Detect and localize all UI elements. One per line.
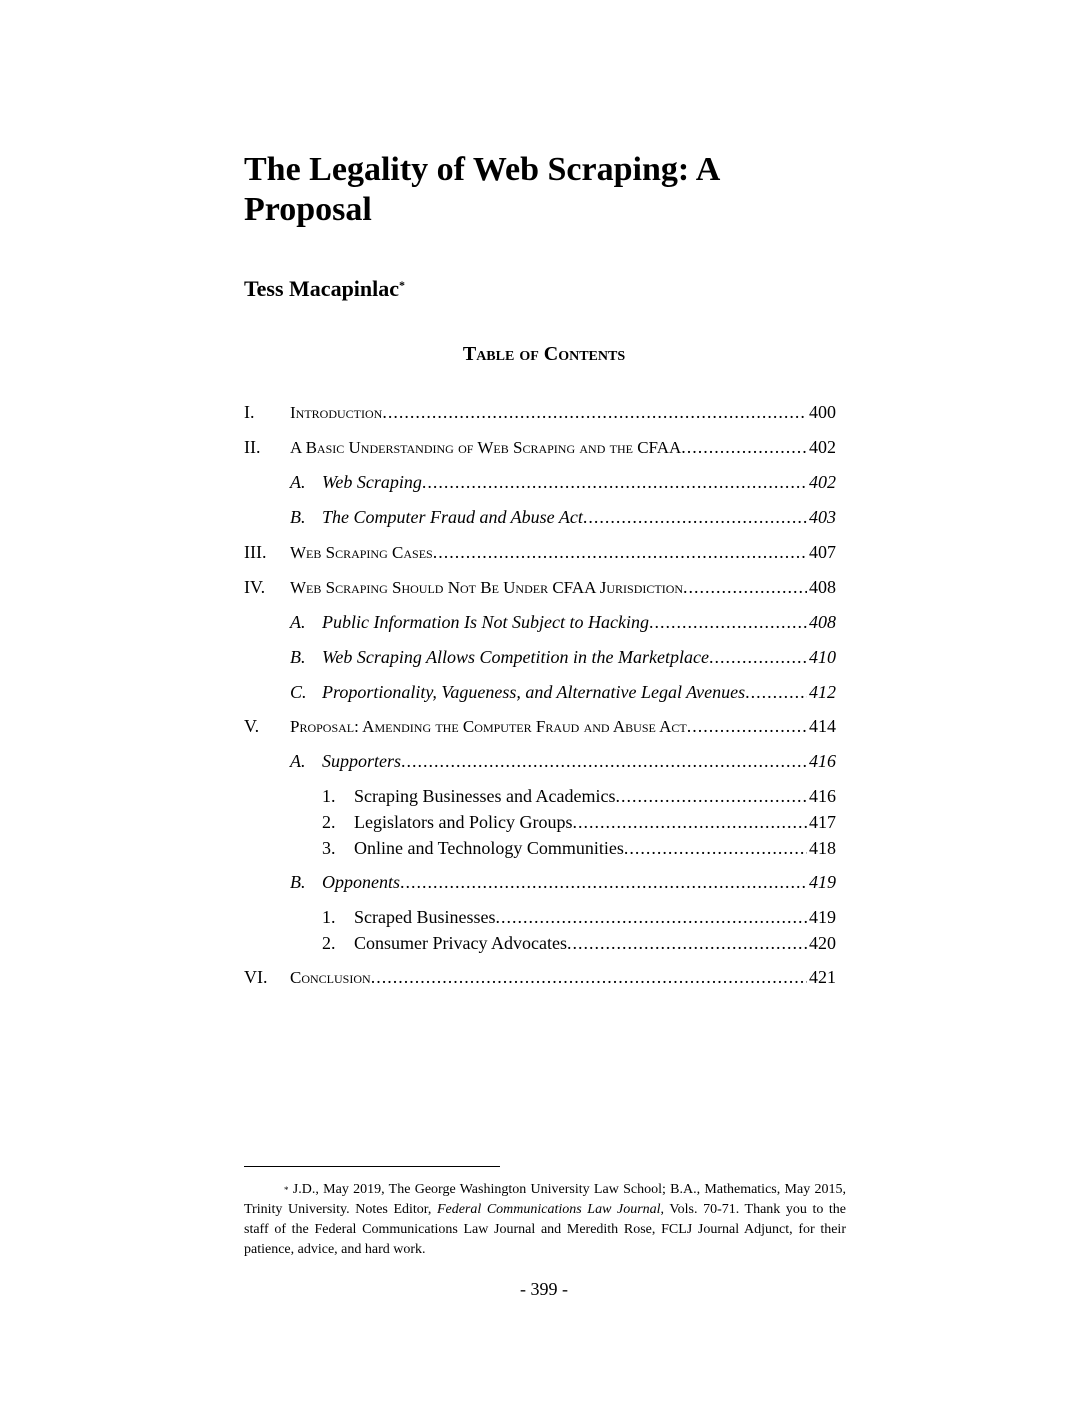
toc-entry-number: II.	[244, 437, 261, 457]
toc-entry-body	[322, 505, 836, 529]
toc-entry-page: 419	[809, 907, 836, 927]
toc-entry[interactable]	[244, 505, 836, 529]
author-name	[244, 275, 405, 303]
toc-entry[interactable]	[244, 965, 836, 989]
footnote-mark: *	[284, 1185, 289, 1195]
toc-entry-label: Web Scraping Allows Competition in the Marketplace	[322, 647, 709, 667]
toc-entry-number: C.	[290, 682, 307, 702]
toc-entry-page: 407	[809, 542, 836, 562]
toc-entry[interactable]	[244, 575, 836, 599]
toc-entry-body	[322, 680, 836, 704]
toc-entry-label: Supporters	[322, 751, 402, 771]
toc-heading: Table of Contents	[462, 343, 626, 365]
toc-entry-page: 402	[809, 472, 836, 492]
toc-entry[interactable]	[244, 870, 836, 894]
toc-entry-number: B.	[290, 872, 306, 892]
toc-entry-label: The Computer Fraud and Abuse Act	[322, 507, 583, 527]
dot-leader	[683, 575, 807, 599]
toc-entry-page: 403	[809, 507, 836, 527]
dot-leader	[495, 905, 807, 929]
toc-entry-body	[354, 836, 836, 860]
toc-entry-label: Opponents	[322, 872, 400, 892]
toc-entry-body	[322, 610, 836, 634]
toc-entry-body	[290, 965, 836, 990]
toc-entry-label: Public Information Is Not Subject to Hacking	[322, 612, 649, 632]
dot-leader	[400, 870, 807, 894]
article-title: The Legality of Web Scraping: A Proposal	[244, 151, 719, 228]
toc-entry-number: A.	[290, 751, 306, 771]
author-name-text: Tess Macapinlac	[244, 276, 400, 301]
footnote	[244, 1180, 846, 1260]
toc-entry-label: Web Scraping	[322, 472, 422, 492]
toc-entry-body	[354, 810, 836, 834]
page-number: - 399 -	[520, 1279, 568, 1299]
toc-entry-label: A Basic Understanding of Web Scraping and the CFAA	[290, 438, 682, 457]
toc-entry-label: Conclusion	[290, 968, 371, 987]
footnote-text-after: , Vols. 70-71. Thank you to the staff of the Federal Communications Law Journal and Meredith Rose, FCLJ Journal Adjunct, for their patience, advice, and hard work.	[244, 1202, 847, 1257]
footnote-divider	[244, 1166, 500, 1167]
toc-entry-number: B.	[290, 507, 306, 527]
toc-entry-page: 408	[809, 612, 836, 632]
toc-entry-number: 3.	[322, 838, 336, 858]
toc-entry[interactable]	[244, 749, 836, 773]
toc-entry-page: 400	[809, 402, 836, 422]
toc-entry-page: 419	[809, 872, 836, 892]
dot-leader	[624, 836, 807, 860]
toc-entry-number: 2.	[322, 812, 336, 832]
toc-entry[interactable]	[244, 645, 836, 669]
toc-entry-number: I.	[244, 402, 255, 422]
toc-entry[interactable]	[244, 810, 836, 834]
toc-entry-label: Consumer Privacy Advocates	[354, 933, 567, 953]
author-footnote-mark: *	[399, 278, 406, 292]
toc-entry-number: A.	[290, 472, 306, 492]
dot-leader	[401, 749, 807, 773]
toc-entry-label: Proposal: Amending the Computer Fraud and Abuse Act	[290, 717, 687, 736]
toc-entry-label: Legislators and Policy Groups	[354, 812, 573, 832]
toc-entry-number: 1.	[322, 786, 336, 806]
toc-entry-number: IV.	[244, 577, 266, 597]
dot-leader	[649, 610, 807, 634]
toc-entry[interactable]	[244, 714, 836, 738]
dot-leader	[615, 784, 807, 808]
toc-entry[interactable]	[244, 905, 836, 929]
footnote-journal-name: Federal Communications Law Journal	[436, 1202, 661, 1217]
toc-entry-body	[290, 575, 836, 600]
toc-entry-number: B.	[290, 647, 306, 667]
toc-entry-page: 416	[809, 786, 836, 806]
dot-leader	[687, 714, 807, 738]
toc-entry-page: 402	[809, 437, 836, 457]
toc-entry[interactable]	[244, 540, 836, 564]
toc-entry-page: 414	[809, 716, 836, 736]
toc-entry-number: V.	[244, 716, 260, 736]
dot-leader	[422, 470, 807, 494]
toc-entry[interactable]	[244, 931, 836, 955]
dot-leader	[583, 505, 807, 529]
toc-entry-body	[354, 931, 836, 955]
toc-entry-page: 408	[809, 577, 836, 597]
toc-entry-page: 410	[809, 647, 836, 667]
toc-entry-body	[290, 400, 836, 425]
toc-entry[interactable]	[244, 680, 836, 704]
dot-leader	[433, 540, 807, 564]
toc-entry-body	[322, 870, 836, 894]
dot-leader	[371, 965, 807, 989]
toc-entry-label: Scraped Businesses	[354, 907, 496, 927]
footnote-text-before: J.D., May 2019, The George Washington University Law School; B.A., Mathematics, May 2015, Trinity University. Notes Editor,	[244, 1182, 846, 1217]
toc-entry-body	[290, 714, 836, 739]
dot-leader	[681, 435, 807, 459]
toc-entry-label: Scraping Businesses and Academics	[354, 786, 616, 806]
toc-entry-page: 420	[809, 933, 836, 953]
toc-entry[interactable]	[244, 470, 836, 494]
toc-entry-label: Online and Technology Communities	[354, 838, 624, 858]
toc-entry-label: Introduction	[290, 403, 383, 422]
toc-entry[interactable]	[244, 784, 836, 808]
toc-entry[interactable]	[244, 836, 836, 860]
toc-entry[interactable]	[244, 400, 836, 424]
toc-entry-body	[354, 784, 836, 808]
toc-entry-number: VI.	[244, 967, 268, 987]
dot-leader	[567, 931, 807, 955]
toc-entry-label: Web Scraping Cases	[290, 543, 433, 562]
toc-entry-body	[322, 645, 836, 669]
toc-entry[interactable]	[244, 610, 836, 634]
toc-entry[interactable]	[244, 435, 836, 459]
toc-entry-number: 2.	[322, 933, 336, 953]
toc-entry-body	[322, 470, 836, 494]
toc-entry-body	[354, 905, 836, 929]
toc-entry-body	[322, 749, 836, 773]
toc-entry-number: III.	[244, 542, 267, 562]
dot-leader	[745, 680, 807, 704]
toc-entry-page: 416	[809, 751, 836, 771]
toc-entry-body	[290, 435, 836, 460]
toc-entry-number: A.	[290, 612, 306, 632]
dot-leader	[709, 645, 807, 669]
toc-entry-page: 421	[809, 967, 836, 987]
toc-entry-label: Web Scraping Should Not Be Under CFAA Jurisdiction	[290, 578, 684, 597]
toc-entry-label: Proportionality, Vagueness, and Alternative Legal Avenues	[322, 682, 746, 702]
dot-leader	[572, 810, 807, 834]
dot-leader	[382, 400, 807, 424]
toc-entry-number: 1.	[322, 907, 336, 927]
toc-entry-page: 417	[809, 812, 836, 832]
toc-entry-body	[290, 540, 836, 565]
toc-entry-page: 418	[809, 838, 836, 858]
toc-entry-page: 412	[809, 682, 836, 702]
